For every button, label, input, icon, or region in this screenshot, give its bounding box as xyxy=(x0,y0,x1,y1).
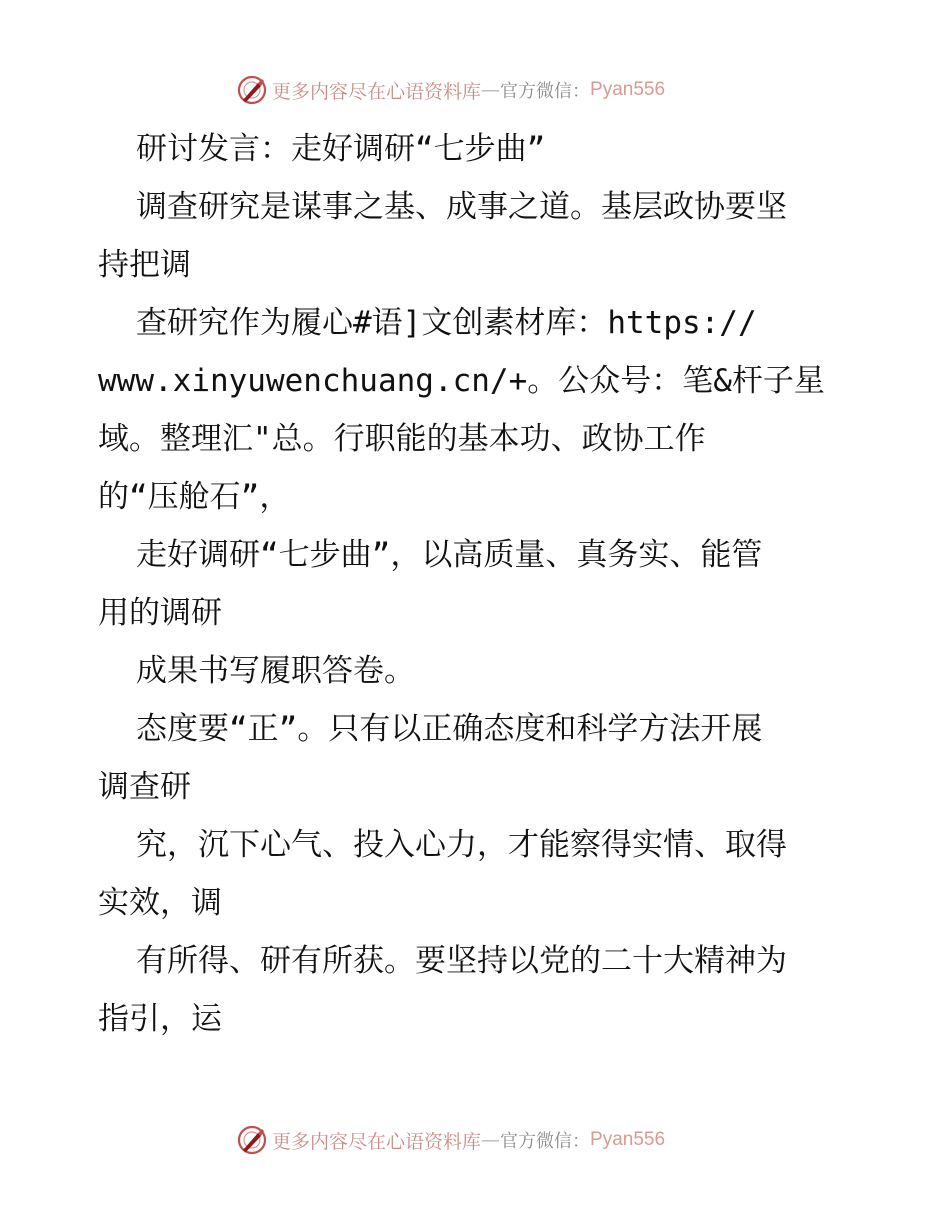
text-line: 实效，调 xyxy=(98,885,222,921)
text-line: www.xinyuwenchuang.cn/+。公众号：笔&杆子星 xyxy=(98,363,825,399)
doc-title: 研讨发言：走好调研“七步曲” xyxy=(136,131,546,167)
watermark-wechat-id: Pyan556 xyxy=(590,79,666,100)
text-line: 调查研究是谋事之基、成事之道。基层政协要坚 xyxy=(136,189,787,225)
text-line: 成果书写履职答卷。 xyxy=(136,653,415,689)
text-line: 有所得、研有所获。要坚持以党的二十大精神为 xyxy=(136,943,787,979)
text-line: 的“压舱石”， xyxy=(98,479,291,515)
watermark-footer xyxy=(236,1123,665,1157)
text-line: 指引，运 xyxy=(98,1001,222,1037)
watermark-dash: — xyxy=(481,79,501,101)
watermark-main-text: 更多内容尽在心语资料库 xyxy=(272,80,482,103)
text-line: 究，沉下心气、投入心力，才能察得实情、取得 xyxy=(136,827,787,863)
text-line: 走好调研“七步曲”，以高质量、真务实、能管 xyxy=(136,537,763,573)
watermark-sub-text: 官方微信： xyxy=(500,1131,591,1152)
watermark-header xyxy=(236,73,665,107)
text-line: 调查研 xyxy=(98,769,191,805)
watermark-dash: — xyxy=(481,1129,501,1151)
pen-logo-icon xyxy=(236,74,268,106)
pen-logo-icon xyxy=(236,1124,268,1156)
text-line: 查研究作为履心#语]文创素材库：https:// xyxy=(136,305,757,341)
text-line: 持把调 xyxy=(98,247,191,283)
text-line: 域。整理汇"总。行职能的基本功、政协工作 xyxy=(98,421,706,457)
text-line: 态度要“正”。只有以正确态度和科学方法开展 xyxy=(136,711,763,747)
watermark-wechat-id: Pyan556 xyxy=(590,1129,666,1150)
text-line: 用的调研 xyxy=(98,595,222,631)
watermark-main-text: 更多内容尽在心语资料库 xyxy=(272,1130,482,1153)
watermark-sub-text: 官方微信： xyxy=(500,81,591,102)
